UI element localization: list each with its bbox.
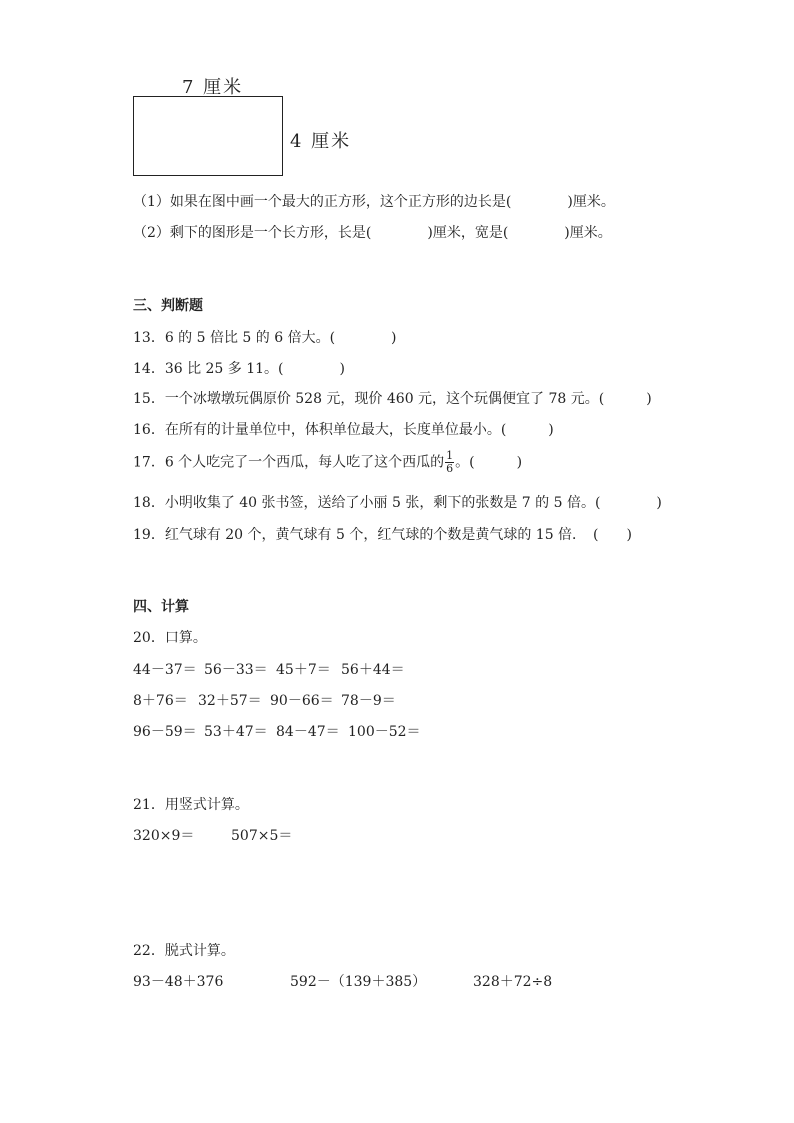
question-13: 13．6 的 5 倍比 5 的 6 倍大。( ) — [133, 330, 397, 346]
rect-width-label: 7 厘米 — [182, 77, 244, 98]
oral-item: 100－52＝ — [348, 724, 421, 740]
oral-item: 45＋7＝ — [276, 662, 331, 678]
oral-item: 78－9＝ — [341, 693, 396, 709]
question-17 — [133, 450, 522, 475]
oral-item: 96－59＝ — [133, 724, 197, 740]
oral-item: 90－66＝ — [270, 693, 334, 709]
section-title-calculation: 四、计算 — [133, 599, 189, 615]
question-18: 18．小明收集了 40 张书签，送给了小丽 5 张，剩下的张数是 7 的 5 倍。( ) — [133, 495, 662, 511]
oral-item: 56－33＝ — [204, 662, 268, 678]
vertical-calc-2: 507×5＝ — [231, 828, 293, 844]
oral-item: 53＋47＝ — [204, 724, 268, 740]
stepwise-calc-3: 328＋72÷8 — [473, 974, 553, 990]
question-17-tail: 。( ) — [455, 454, 523, 471]
fraction-one-sixth — [445, 450, 454, 475]
oral-item: 44－37＝ — [133, 662, 197, 678]
figure-question-2: （2）剩下的图形是一个长方形，长是( )厘米，宽是( )厘米。 — [133, 225, 612, 241]
vertical-calc-1: 320×9＝ — [133, 828, 195, 844]
fraction-numerator: 1 — [446, 449, 454, 462]
question-21: 21．用竖式计算。 — [133, 797, 249, 813]
question-16: 16．在所有的计量单位中，体积单位最大，长度单位最小。( ) — [133, 422, 554, 438]
rect-height-label: 4 厘米 — [290, 131, 352, 152]
oral-item: 8＋76＝ — [133, 693, 188, 709]
question-15: 15．一个冰墩墩玩偶原价 528 元，现价 460 元，这个玩偶便宜了 78 元。( ) — [133, 391, 652, 407]
question-19: 19．红气球有 20 个，黄气球有 5 个，红气球的个数是黄气球的 15 倍． ( ) — [133, 527, 632, 543]
oral-item: 84－47＝ — [276, 724, 340, 740]
section-title-judgement: 三、判断题 — [133, 298, 203, 314]
question-22: 22．脱式计算。 — [133, 943, 235, 959]
oral-item: 56＋44＝ — [341, 662, 405, 678]
oral-item: 32＋57＝ — [198, 693, 262, 709]
figure-question-1: （1）如果在图中画一个最大的正方形，这个正方形的边长是( )厘米。 — [133, 194, 615, 210]
question-14: 14．36 比 25 多 11。( ) — [133, 361, 345, 377]
question-17-text: 17．6 个人吃完了一个西瓜，每人吃了这个西瓜的 — [133, 454, 445, 471]
fraction-denominator: 6 — [446, 462, 454, 475]
question-20: 20．口算。 — [133, 630, 207, 646]
stepwise-calc-1: 93－48＋376 — [133, 974, 224, 990]
stepwise-calc-2: 592－（139＋385） — [290, 974, 427, 990]
rectangle-figure — [133, 96, 283, 176]
